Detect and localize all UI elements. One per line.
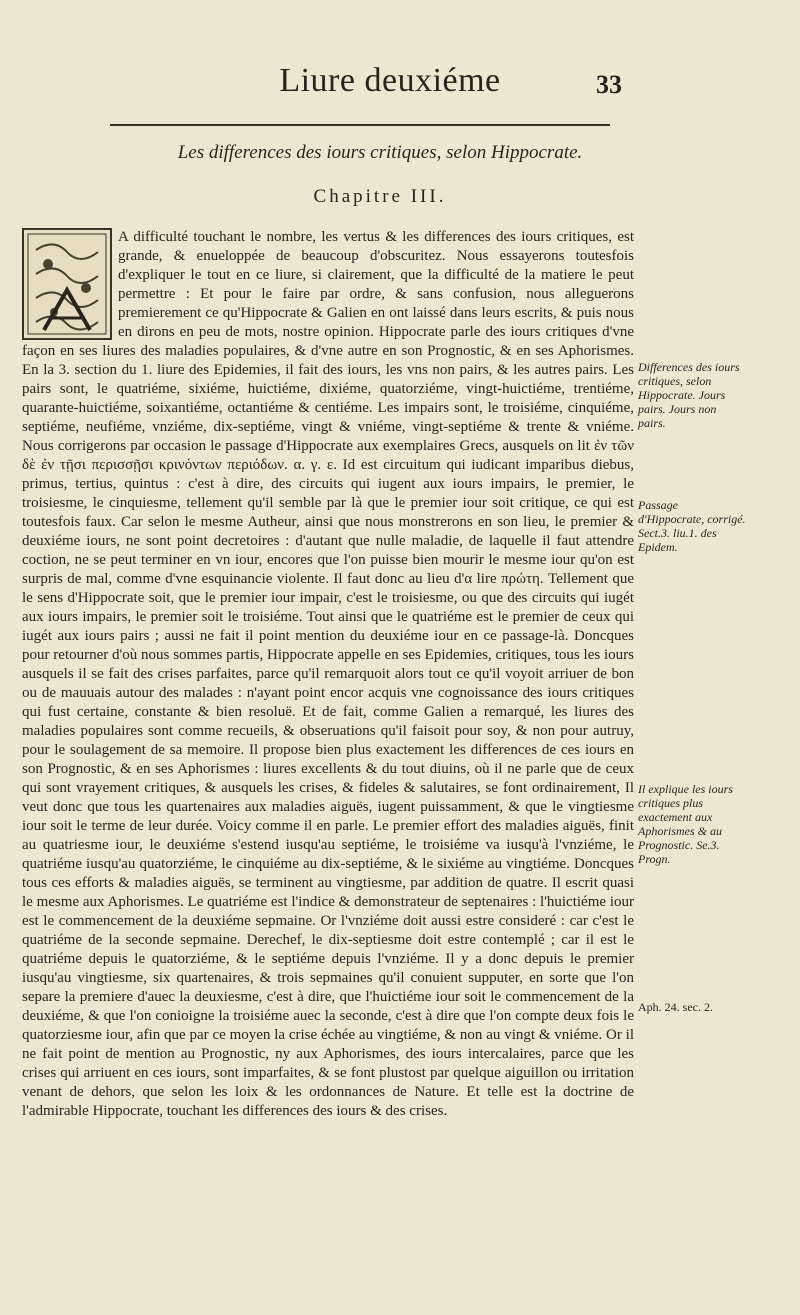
margin-note: Il explique les iours critiques plus exactement aux Aphorismes & au Prognostic. Se.3. Progn. <box>638 782 733 866</box>
chapter-number: Chapitre III. <box>313 186 447 207</box>
chapter-title: Les differences des iours critiques, selon Hippocrate. <box>177 142 583 163</box>
header-rule <box>110 124 610 126</box>
paragraph: A difficulté touchant le nombre, les vertus & les differences des iours critiques, est grande, & enueloppée de beaucoup d'obscuritez. Nous essayerons toutesfois d'expliquer le tout en ce liure, si clairement, que la difficulté de la matiere le peut permettre : Et pour le faire par ordre, & sans confusion, nous alleguerons premierement ce qu'Hippocrate & Galien en ont laissé dans leurs escrits, & puis nous en dirons en peu de mots, nostre opinion. Hippocrate parle des iours critiques d'vne façon en ses liures des maladies populaires, & d'vne autre en son Prognostic, & en ses Aphorismes. En la 3. section du 1. liure des Epidemies, il fait des iours, les vns non pairs, & les autres pairs. Les pairs sont, le quatriéme, sixiéme, huictiéme, dixiéme, quatorziéme, vingt-huictiéme, trentiéme, quarante-huictiéme, soixantiéme, octantiéme & centiéme. Les impairs sont, le troisiéme, cinquiéme, septiéme, neufiéme, vnziéme, dix-septiéme, vingt & vniéme, vingt-septiéme & trente & vniéme. Nous corrigerons par occasion le passage d'Hippocrate aux exemplaires Grecs, ausquels on lit ἐν τῶν δὲ ἐν τῇσι περισσῇσι κρινόντων περιόδων. α. γ. ε. Id est circuitum qui iudicant imparibus diebus, primus, tertius, quintus : c'est à dire, des circuits qui iugent aux iours impairs, le premier, le troisiesme, le cinquiesme, tellement qu'il semble par là que le premier iour soit critique, ce qui est toutesfois faux. Car selon le mesme Autheur, ainsi que nous monstrerons en son lieu, le premier & deuxiéme iours, ne sont point decretoires : d'autant que nulle maladie, de laquelle il faut attendre coction, ne se peut terminer en vn iour, encores que l'on puisse bien mourir le mesme iour qu'on est surpris de mal, comme d'vne esquinancie violente. Il faut donc au lieu d'α lire πρώτη. Tellement que le sens d'Hippocrate soit, que le premier iour impair, c'est le troisiesme, ou que des circuits qui iugét aux iours impairs, le premier soit le troisiéme. Tout ainsi que le quatriéme est le premier de ceux qui iugét aux iours pairs ; aussi ne fait il point mention du deuxiéme iour en ce passage-là. Doncques pour retourner d'où nous sommes partis, Hippocrate appelle en ses Epidemies, critiques, tous les iours ausquels il se fait des crises parfaites, parce qu'il remarquoit alors tout ce qu'il voyoit arriuer de bon ou de mauuais autour des malades : n'ayant point encor acquis vne cognoissance des iours critiques qui fust certaine, constante & bien resoluë. Et de fait, comme Galien a remarqué, les liures des maladies populaires sont comme recueils, & obseruations qu'il faisoit pour soy, & non pour autruy, pour le soulagement de sa memoire. Il propose bien plus exactement les differences de ces iours en son Prognostic, & en ses Aphorismes : liures excellents & du tout diuins, où il ne parle que de ceux qui sont vrayement critiques, & ausquels les crises, & fideles & salutaires, se font ordinairement, Il veut donc que tous les quartenaires aux maladies aiguës, iugent puissamment, & que le vingtiesme iour soit le terme de leur durée. Voicy comme il en parle. Le premier effort des maladies aiguës, finit au quatriesme iour, le deuxiéme s'estend iusqu'au septiéme, le troisiéme va iusqu'à l'vnziéme, le quatriéme iusqu'au quatorziéme, le cinquiéme au dix-septiéme, & le sixiéme au vingtiéme. Doncques tous ces efforts & maladies aiguës, se terminent au vingtiesme, par addition de quatre. Il escrit quasi le mesme aux Aphorismes. Le quatriéme est l'indice & demonstrateur de septenaires : l'huictiéme iour est le commencement de la deuxiéme sepmaine. Or l'vnziéme doit aussi estre consideré : car c'est le quatriéme de la seconde sepmaine. Derechef, le dix-septiesme doit estre contemplé ; car il est le quatriéme depuis le quatorziéme, & le septiéme depuis l'vnziéme. Il y a donc depuis le premier iusqu'au vingtiesme, six quartenaires, & trois sepmaines qu'il conuient supputer, en sorte que l'on separe la premiere d'auec la deuxiesme, c'est à dire, que l'huictiéme iour soit le commencement de la deuxiéme, & que l'on conioigne la troisiéme auec la seconde, c'est à dire que l'on compte deux fois le quatorziesme iour, afin que par ce moyen la crise échée au vingtiéme, & non au vingt & vniéme. Or il ne fait point de mention au Prognostic, ny aux Aphorismes, des iours intercalaires, parce que les crises qui arriuent en ces iours, sont imparfaites, & se font plustost par quelque aiguillon ou irritation venant de dehors, que selon les loix & les ordonnances de Nature. Et telle est la doctrine de l'admirable Hippocrate, touchant les differences des iours & des crises. <box>22 229 634 1119</box>
margin-note: Passage d'Hippocrate, corrigé. Sect.3. liu.1. des Epidem. <box>638 498 746 554</box>
main-text <box>22 228 634 1121</box>
page-number: 33 <box>596 70 622 99</box>
margin-note: Differences des iours critiques, selon Hippocrate. Jours pairs. Jours non pairs. <box>638 360 740 430</box>
margin-note: Aph. 24. sec. 2. <box>638 1000 713 1014</box>
running-head: Liure deuxiéme <box>279 62 501 99</box>
